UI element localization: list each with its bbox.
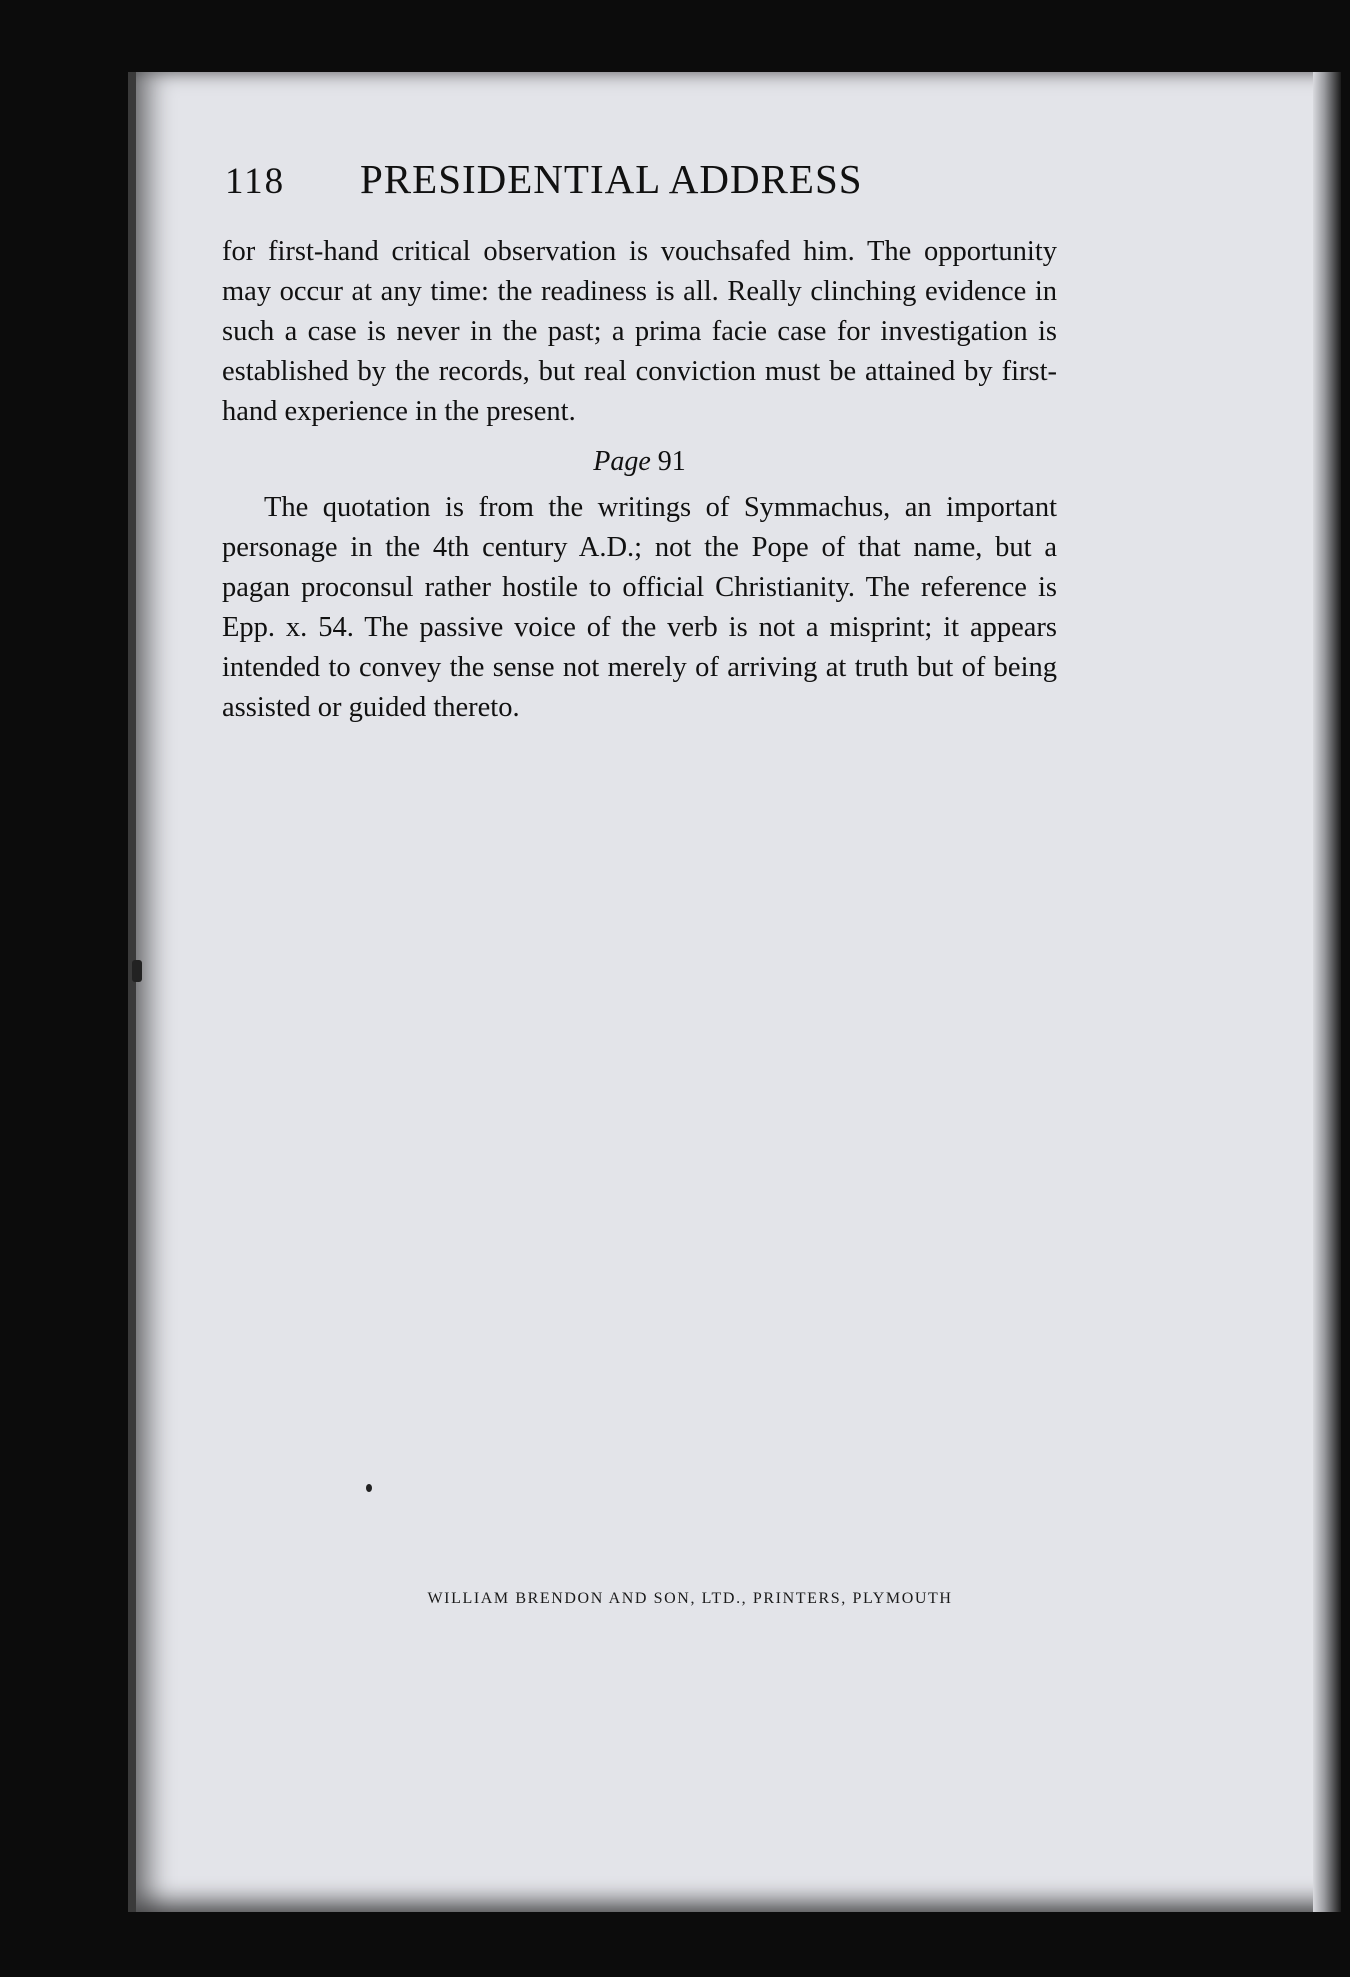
page-edge-shadow (1313, 72, 1341, 1912)
ink-speck (366, 1484, 372, 1492)
page-number: 118 (225, 161, 286, 202)
printer-imprint: WILLIAM BRENDON AND SON, LTD., PRINTERS, PLYMOUTH (427, 1590, 953, 1607)
page-header (225, 155, 1045, 203)
section-heading (222, 442, 1057, 482)
section-heading-number: 91 (657, 446, 686, 477)
section-heading-word: Page (593, 446, 651, 477)
body-text (222, 232, 1057, 728)
running-head: PRESIDENTIAL ADDRESS (360, 156, 863, 202)
paragraph-1: for first-hand critical observation is vouchsafed him. The opportunity may occur at any time: the readiness is all. Really clinching evidence in such a case is never in the past; a prima facie case for investigation is established by the records, but real conviction must be attained by first-hand experience in the present. (222, 236, 1057, 427)
ink-speck (132, 960, 142, 982)
paragraph-2: The quotation is from the writings of Symmachus, an important personage in the 4th century A.D.; not the Pope of that name, but a pagan proconsul rather hostile to official Christianity. The reference is Epp. x. 54. The passive voice of the verb is not a misprint; it appears intended to convey the sense not merely of arriving at truth but of being assisted or guided thereto. (222, 492, 1057, 723)
